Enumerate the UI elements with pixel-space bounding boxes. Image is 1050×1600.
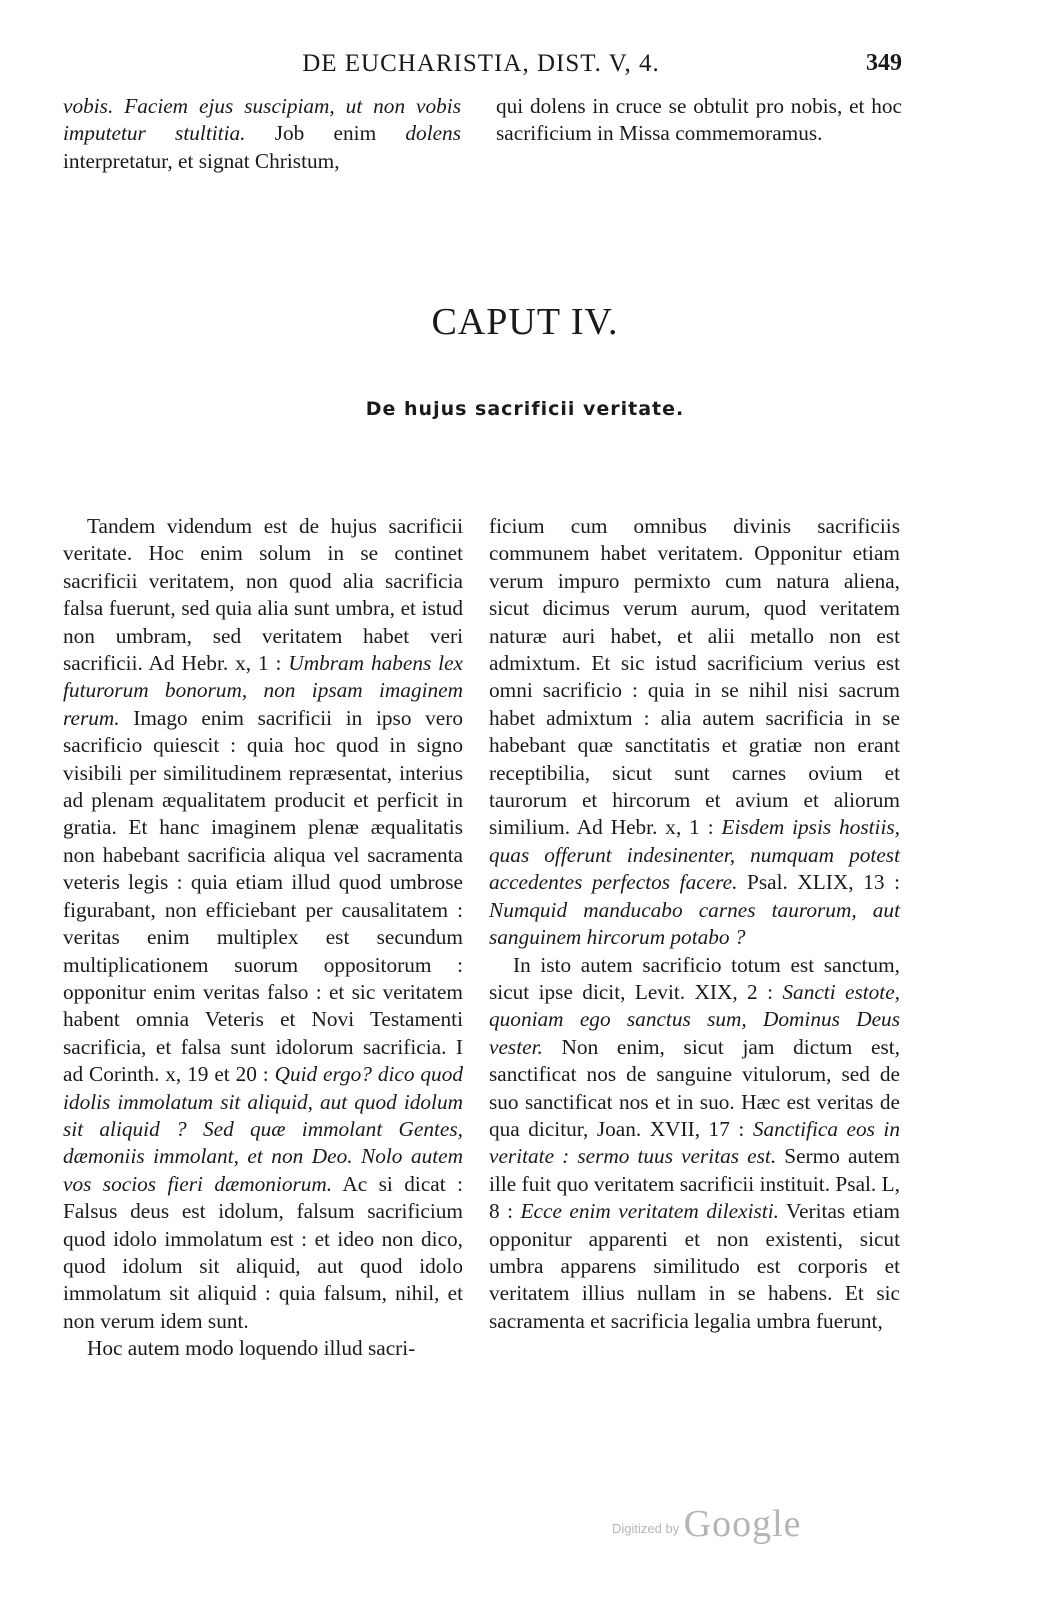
text-run: Non enim, sicut jam dictum est, sanctificat nos de sanguine vitulorum, sed de suo sanctificat nos et in suo. Hæc est veritas de qua dicitur, Joan. XVII, 17 : — [489, 1034, 900, 1141]
italic-text: Sanctifica eos in veritate : sermo tuus veritas est. — [489, 1116, 900, 1169]
paragraph — [489, 513, 900, 952]
page-header — [60, 50, 902, 82]
top-left-text — [63, 93, 461, 175]
text-run: Veritas etiam opponitur apparenti et non existenti, sicut umbra apparens similitudo est corporis et veritatem illius nullam in se habens. Et sic sacramenta et sacrificia legalia umbra fuerunt, — [489, 1199, 900, 1333]
italic-text: Eisdem ipsis hostiis, quas offerunt indesinenter, numquam potest accedentes perfectos facere. — [489, 815, 900, 895]
top-right-text: qui dolens in cruce se obtulit pro nobis, et hoc sacrificium in Missa commemoramus. — [496, 94, 902, 146]
text-run: Hoc autem modo loquendo illud sacri- — [87, 1336, 416, 1361]
google-logo: Google — [683, 1503, 802, 1545]
digitized-by-text: Digitized by — [612, 1521, 680, 1536]
page-number: 349 — [866, 50, 902, 76]
digitized-credit — [612, 1502, 802, 1546]
italic-text: Quid ergo? dico quod idolis immolatum sit aliquid, aut quod idolum sit aliquid ? Sed quæ immolant Gentes, dæmoniis immolant, et non Deo. Nolo autem vos socios fieri dæmoniorum. — [63, 1062, 463, 1196]
text-run: Imago enim sacrificii in ipso vero sacrificio quiescit : quia hoc quod in signo visibili per similitudinem repræsentat, interius ad plenam æqualitatem producit et perficit in gratia. Et hanc imaginem plenæ æqualitatis non habebant sacrificia aliqua vel sacramenta veteris legis : quia etiam illud quod umbrose figurabant, non efficiebant per causalitatem : veritas enim multiplex est secundum multiplicationem suorum oppositorum : opponitur enim veritas falso : et sic veritatem habent omnia Veteris et Novi Testamenti sacrificia, et falsa sunt idolorum sacrificia. I ad Corinth. x, 19 et 20 : — [63, 705, 463, 1087]
paragraph — [63, 513, 463, 1335]
text-run: Ac si dicat : Falsus deus est idolum, falsum sacrificium quod idolo immolatum est : et ideo non dico, quod idolum sit aliquid, aut quod idolo immolatum sit aliquid : quia falsum, nihil, et non verum idem sunt. — [63, 1171, 463, 1333]
text-run: Sermo autem ille fuit quo veritatem sacrificii instituit. Psal. L, 8 : — [489, 1144, 900, 1224]
right-column — [489, 513, 900, 1335]
text-run: Tandem videndum est de hujus sacrificii veritate. Hoc enim solum in se continet sacrificii veritatem, non quod alia sacrificia falsa fuerunt, sed quia alia sunt umbra, et istud non umbram, sed veritatem habet veri sacrificii. Ad Hebr. x, 1 : — [63, 514, 463, 676]
paragraph — [63, 1335, 463, 1362]
italic-text: Sancti estote, quoniam ego sanctus sum, Dominus Deus vester. — [489, 979, 901, 1059]
left-column — [63, 513, 463, 1363]
section-title: De hujus sacrificii veritate. — [365, 398, 685, 420]
text-run: ficium cum omnibus divinis sacrificiis communem habet veritatem. Opponitur etiam verum impuro permixto cum natura aliena, sicut dicimus verum aurum, quod veritatem naturæ auri habet, et alii metallo non est admixtum. Et sic istud sacrificium verius est omni sacrificio : quia in se nihil nisi sacrum habet admixtum : alia autem sacrificia in se habebant quæ sanctitatis et gratiæ non erant receptibilia, sicut sunt carnes ovium et taurorum et hircorum et avium et aliorum similium. Ad Hebr. x, 1 : — [489, 514, 900, 840]
italic-text: Numquid manducabo carnes taurorum, aut sanguinem hircorum potabo ? — [489, 897, 900, 950]
italic-text: dolens — [405, 121, 461, 146]
italic-text: Ecce enim veritatem dilexisti. — [520, 1199, 779, 1224]
running-head: DE EUCHARISTIA, DIST. V, 4. — [302, 50, 660, 77]
italic-text: vobis. Faciem ejus suscipiam, ut non vobis imputetur stultitia. — [63, 94, 461, 146]
italic-text: Umbram habens lex futurorum bonorum, non ipsam imaginem rerum. — [63, 651, 464, 730]
text-run: interpretatur, et signat Christum, — [63, 148, 340, 173]
paragraph — [489, 952, 900, 1336]
text-run: In isto autem sacrificio totum est sanctum, sicut ipse dicit, Levit. XIX, 2 : — [489, 952, 900, 1004]
top-left-paragraph — [63, 93, 461, 175]
text-run: Psal. XLIX, 13 : — [737, 870, 900, 895]
text-run: Job enim — [245, 121, 406, 146]
top-right-paragraph — [496, 93, 902, 148]
chapter-title: CAPUT IV. — [431, 301, 619, 343]
